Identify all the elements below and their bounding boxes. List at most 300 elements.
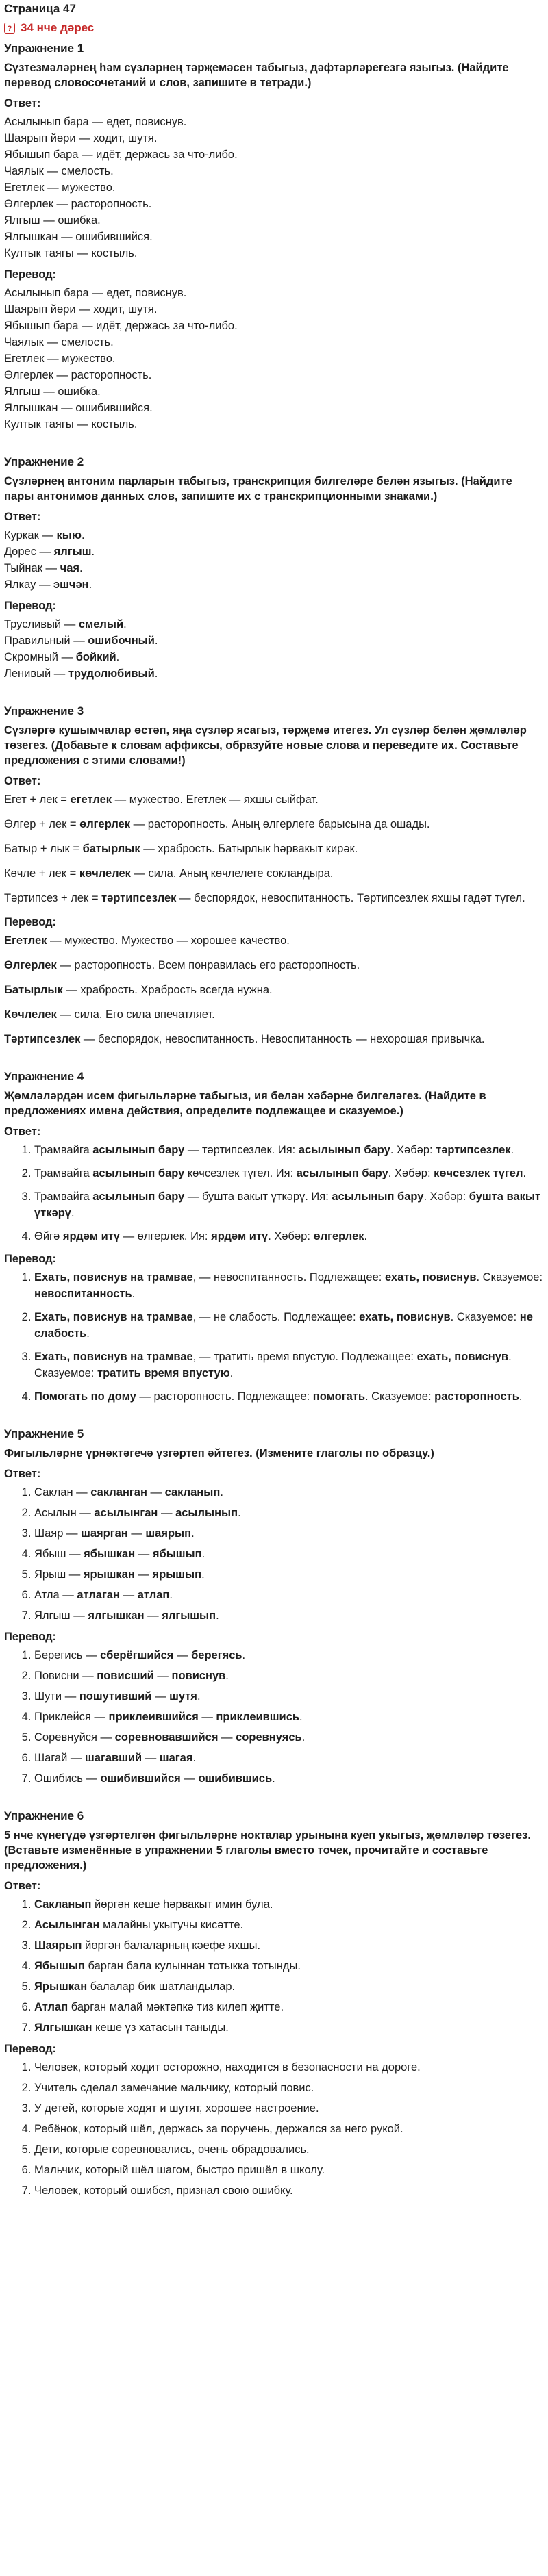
- item-text: Атла —: [34, 1589, 77, 1601]
- answer-list: [4, 1896, 544, 2036]
- list-item: [34, 1269, 544, 1302]
- answer-label: Ответ:: [4, 97, 41, 110]
- item-text: —: [120, 1589, 138, 1601]
- list-item: [34, 1587, 544, 1603]
- line-text: .: [88, 578, 92, 591]
- answer-paragraphs: [4, 791, 544, 906]
- item-text: .: [71, 1207, 75, 1219]
- translation-line: Асылынып бара — едет, повиснув.: [4, 287, 187, 299]
- item-text: .: [197, 1690, 201, 1703]
- line-text: Ялкау —: [4, 578, 54, 591]
- para-bold: егетлек: [70, 793, 112, 806]
- item-bold: приклеившись: [216, 1711, 300, 1723]
- item-bold: өлгерлек: [313, 1230, 364, 1242]
- para-text: — расторопность. Аның өлгерлеге барысына да ошады.: [130, 818, 430, 830]
- item-text: барган бала кулыннан тотыкка тотынды.: [84, 1960, 301, 1972]
- translation-item: 1. Человек, который ходит осторожно, находится в безопасности на дороге.: [34, 2059, 544, 2076]
- item-bold: Сакланып: [34, 1898, 92, 1911]
- line-text: .: [81, 529, 85, 541]
- item-bold: көчсезлек түгел: [434, 1167, 523, 1179]
- list-item: [34, 1228, 544, 1245]
- item-text: —: [135, 1548, 153, 1560]
- item-bold: Ялгышкан: [34, 2022, 92, 2034]
- item-text: —: [198, 1711, 216, 1723]
- exercise-task: Сүзләрнең антоним парларын табыгыз, транскрипция билгеләре белән языгыз. (Найдите пары антонимов данных слов, запишите их с транскрипционными знаками.): [4, 475, 512, 502]
- list-item: [34, 1566, 544, 1583]
- translation-paragraph: [4, 1006, 544, 1023]
- answer-line: Ябышып бара — идёт, держась за что-либо.: [4, 149, 238, 161]
- list-item: [34, 1668, 544, 1684]
- lesson-link[interactable]: [4, 21, 544, 36]
- item-text: . Сказуемое:: [34, 1351, 512, 1379]
- item-text: йөргән балаларның кәефе яхшы.: [82, 1939, 261, 1952]
- list-item: [34, 1546, 544, 1562]
- line-text: .: [154, 635, 158, 647]
- item-bold: повисший: [97, 1670, 154, 1682]
- line-bold: чая: [60, 562, 79, 574]
- item-text: . Сказуемое:: [450, 1311, 520, 1323]
- item-text: .: [299, 1711, 303, 1723]
- answer-line: [4, 576, 544, 593]
- item-bold: асылынып бару: [92, 1167, 185, 1179]
- item-text: . Хәбәр:: [268, 1230, 314, 1242]
- line-bold: трудолюбивый: [68, 667, 155, 680]
- item-text: —: [144, 1609, 162, 1622]
- answer-paragraph: [4, 791, 544, 808]
- item-text: Ялгыш —: [34, 1609, 88, 1622]
- translation-line: Шаярып йөри — ходит, шутя.: [4, 303, 158, 316]
- line-text: .: [116, 651, 120, 663]
- exercise-title: Упражнение 2: [4, 455, 84, 468]
- translation-label: Перевод:: [4, 600, 57, 612]
- item-text: —: [134, 1568, 153, 1581]
- list-item: [34, 1937, 544, 1954]
- exercise-title: Упражнение 1: [4, 42, 84, 55]
- translation-line: Ялгышкан — ошибившийся.: [4, 402, 153, 414]
- item-text: .: [519, 1390, 523, 1403]
- book-icon: [4, 23, 15, 34]
- translation-line: Ябышып бара — идёт, держась за что-либо.: [4, 320, 238, 332]
- answer-lines: [4, 114, 544, 262]
- list-item: [34, 1349, 544, 1381]
- translation-label: Перевод:: [4, 916, 57, 928]
- para-bold: Егетлек: [4, 934, 47, 947]
- line-text: .: [91, 546, 95, 558]
- item-text: .: [242, 1649, 246, 1661]
- line-bold: ялгыш: [53, 546, 92, 558]
- answer-line: Өлгерлек — расторопность.: [4, 198, 152, 210]
- answer-label: Ответ:: [4, 511, 41, 523]
- item-text: малайны укытучы кисәтте.: [99, 1919, 244, 1931]
- item-text: — расторопность. Подлежащее:: [136, 1390, 313, 1403]
- item-bold: берегясь: [191, 1649, 242, 1661]
- item-text: Өйгә: [34, 1230, 63, 1242]
- translation-item: 3. У детей, которые ходят и шутят, хорошее настроение.: [34, 2100, 544, 2117]
- line-bold: бойкий: [75, 651, 116, 663]
- list-item: [34, 1188, 544, 1221]
- item-bold: пошутивший: [79, 1690, 152, 1703]
- item-text: барган малай мәктәпкә тиз килеп җитте.: [68, 2001, 284, 2013]
- para-text: Тәртипсез + лек =: [4, 892, 102, 904]
- item-bold: ярышып: [152, 1568, 202, 1581]
- item-text: —: [218, 1731, 236, 1744]
- item-bold: не слабость: [34, 1311, 533, 1340]
- item-text: Асылын —: [34, 1507, 95, 1519]
- item-text: Трамвайга: [34, 1190, 93, 1203]
- translation-lines: [4, 616, 544, 682]
- item-bold: ярдәм итү: [62, 1230, 120, 1242]
- item-bold: асылынып бару: [296, 1167, 388, 1179]
- item-text: — бушта вакыт үткәрү. Ия:: [184, 1190, 332, 1203]
- list-item: [34, 1484, 544, 1501]
- item-text: .: [201, 1548, 206, 1560]
- list-item: [34, 1505, 544, 1521]
- list-item: [34, 1607, 544, 1624]
- item-bold: соревнуясь: [236, 1731, 302, 1744]
- translation-line: Чаялык — смелость.: [4, 336, 114, 348]
- item-text: . Хәбәр:: [388, 1167, 434, 1179]
- translation-paragraph: [4, 982, 544, 998]
- translation-line: [4, 633, 544, 649]
- list-item: [34, 1709, 544, 1725]
- answer-paragraph: [4, 865, 544, 882]
- item-text: , — не слабость. Подлежащее:: [192, 1311, 360, 1323]
- item-text: .: [523, 1167, 527, 1179]
- answer-line: [4, 560, 544, 576]
- item-bold: ярышкан: [83, 1568, 135, 1581]
- translation-list: [4, 1269, 544, 1405]
- item-text: Ярыш —: [34, 1568, 84, 1581]
- item-text: . Сказуемое:: [476, 1271, 543, 1284]
- item-text: .: [301, 1731, 306, 1744]
- item-text: —: [147, 1486, 165, 1499]
- page-title: Страница 47: [4, 2, 76, 15]
- item-text: Трамвайга: [34, 1144, 93, 1156]
- list-item: [34, 1896, 544, 1913]
- list-item: [34, 1165, 544, 1182]
- item-bold: сберёгшийся: [100, 1649, 174, 1661]
- para-bold: көчлелек: [79, 867, 131, 880]
- answer-line: [4, 527, 544, 544]
- answer-label: Ответ:: [4, 1880, 41, 1892]
- item-text: Повисни —: [34, 1670, 97, 1682]
- para-bold: батырлык: [82, 843, 140, 855]
- exercise-task: Сүзләргә кушымчалар өстәп, яңа сүзләр ясагыз, тәрҗемә итегез. Ул сүзләр белән җөмләләр төзегез. (Добавьте к словам аффиксы, образуйте новые слова и переведите их. Составьте предложения с этими словами!): [4, 724, 527, 767]
- list-item: [34, 1958, 544, 1974]
- item-bold: шаярып: [145, 1527, 192, 1540]
- para-text: — расторопность. Всем понравилась его расторопность.: [56, 959, 360, 971]
- exercise-title: Упражнение 3: [4, 704, 84, 717]
- exercise-2: [4, 455, 544, 682]
- item-text: .: [220, 1486, 223, 1499]
- item-bold: сакланып: [164, 1486, 221, 1499]
- item-bold: Ехать, повиснув на трамвае: [34, 1271, 193, 1284]
- item-text: , — тратить время впустую. Подлежащее:: [192, 1351, 417, 1363]
- para-bold: өлгерлек: [79, 818, 131, 830]
- exercise-5: [4, 1427, 544, 1787]
- answer-line: Егетлек — мужество.: [4, 181, 116, 194]
- translation-line: [4, 649, 544, 665]
- item-text: Приклейся —: [34, 1711, 109, 1723]
- answer-label: Ответ:: [4, 775, 41, 787]
- item-bold: шаярган: [81, 1527, 128, 1540]
- list-item: [34, 1142, 544, 1158]
- translation-item: 7. Человек, который ошибся, признал свою ошибку.: [34, 2182, 544, 2199]
- item-bold: ехать, повиснув: [359, 1311, 451, 1323]
- translation-line: Култык таягы — костыль.: [4, 418, 138, 431]
- answer-line: Ялгыш — ошибка.: [4, 214, 101, 227]
- answer-label: Ответ:: [4, 1468, 41, 1480]
- para-bold: Өлгерлек: [4, 959, 57, 971]
- exercise-3: [4, 704, 544, 1047]
- item-bold: асылынган: [94, 1507, 158, 1519]
- item-bold: ярдәм итү: [211, 1230, 269, 1242]
- item-text: —: [142, 1752, 160, 1764]
- para-text: — храбрость. Храбрость всегда нужна.: [62, 984, 273, 996]
- item-bold: Помогать по дому: [34, 1390, 136, 1403]
- line-text: Дөрес —: [4, 546, 54, 558]
- para-text: — мужество. Мужество — хорошее качество.: [47, 934, 290, 947]
- line-text: Тыйнак —: [4, 562, 60, 574]
- item-text: .: [272, 1772, 275, 1785]
- para-text: — сила. Аның көчлелеге сокландыра.: [130, 867, 334, 880]
- list-item: [34, 1647, 544, 1663]
- item-bold: асылынып бару: [332, 1190, 424, 1203]
- item-text: көчсезлек түгел. Ия:: [184, 1167, 297, 1179]
- answer-paragraph: [4, 841, 544, 857]
- item-text: — тәртипсезлек. Ия:: [184, 1144, 299, 1156]
- answer-lines: [4, 527, 544, 593]
- list-item: [34, 1770, 544, 1787]
- answer-line: Чаялык — смелость.: [4, 165, 114, 177]
- line-text: Скромный —: [4, 651, 76, 663]
- answer-line: Асылынып бара — едет, повиснув.: [4, 116, 187, 128]
- item-bold: расторопность: [434, 1390, 519, 1403]
- item-bold: ябышкан: [84, 1548, 136, 1560]
- list-item: [34, 1388, 544, 1405]
- item-text: , — невоспитанность. Подлежащее:: [192, 1271, 385, 1284]
- item-bold: ошибившись: [198, 1772, 273, 1785]
- para-bold: Көчлелек: [4, 1008, 57, 1021]
- item-text: йөргән кеше һәрвакыт имин була.: [91, 1898, 273, 1911]
- item-bold: Асылынган: [34, 1919, 100, 1931]
- item-text: .: [191, 1527, 195, 1540]
- item-bold: Ябышып: [34, 1960, 85, 1972]
- item-text: .: [132, 1288, 136, 1300]
- exercise-task: Җөмләләрдән исем фигыльләрне табыгыз, ия белән хәбәрне билгеләгез. (Найдите в предложениях имена действия, определите подлежащее и сказуемое.): [4, 1090, 486, 1117]
- answer-paragraph: [4, 816, 544, 832]
- item-bold: невоспитанность: [34, 1288, 132, 1300]
- item-text: балалар бик шатландылар.: [87, 1980, 236, 1993]
- para-text: — сила. Его сила впечатляет.: [56, 1008, 215, 1021]
- translation-item: 4. Ребёнок, который шёл, держась за поручень, держался за него рукой.: [34, 2121, 544, 2137]
- item-bold: сакланган: [90, 1486, 147, 1499]
- item-text: —: [127, 1527, 146, 1540]
- para-text: — беспорядок, невоспитанность. Невоспитанность — нехорошая привычка.: [80, 1033, 485, 1045]
- item-bold: повиснув: [171, 1670, 226, 1682]
- line-bold: кыю: [56, 529, 82, 541]
- line-text: .: [123, 618, 127, 630]
- item-text: Саклан —: [34, 1486, 91, 1499]
- para-text: Өлгер + лек =: [4, 818, 80, 830]
- exercise-task: Сүзтезмәләрнең һәм сүзләрнең тәрҗемәсен табыгыз, дәфтәрләрегезгә языгыз. (Найдите перевод словосочетаний и слов, запишите в тетради.): [4, 62, 509, 89]
- item-bold: атлаган: [77, 1589, 121, 1601]
- answer-paragraph: [4, 890, 544, 906]
- line-text: .: [154, 667, 158, 680]
- list-item: [34, 1688, 544, 1705]
- exercise-title: Упражнение 6: [4, 1809, 84, 1822]
- item-bold: приклеившийся: [108, 1711, 199, 1723]
- exercise-1: [4, 41, 544, 433]
- item-bold: тәртипсезлек: [436, 1144, 511, 1156]
- line-text: Трусливый —: [4, 618, 79, 630]
- list-item: [34, 2019, 544, 2036]
- item-text: —: [151, 1690, 170, 1703]
- item-bold: ябышып: [152, 1548, 202, 1560]
- translation-item: 5. Дети, которые соревновались, очень обрадовались.: [34, 2141, 544, 2158]
- line-text: .: [79, 562, 83, 574]
- item-bold: атлап: [137, 1589, 170, 1601]
- translation-list: [4, 1647, 544, 1787]
- exercise-title: Упражнение 4: [4, 1070, 84, 1083]
- translation-paragraph: [4, 957, 544, 973]
- item-text: .: [510, 1144, 514, 1156]
- item-bold: помогать: [312, 1390, 365, 1403]
- item-text: .: [238, 1507, 241, 1519]
- item-text: —: [153, 1670, 172, 1682]
- item-text: .: [192, 1752, 197, 1764]
- item-text: .: [201, 1568, 205, 1581]
- item-text: Берегись —: [34, 1649, 101, 1661]
- para-text: — храбрость. Батырлык һәрвакыт кирәк.: [140, 843, 358, 855]
- answer-line: Култык таягы — костыль.: [4, 247, 138, 259]
- answer-list: [4, 1142, 544, 1245]
- lesson-link-label: 34 нче дәрес: [21, 21, 95, 34]
- list-item: [34, 1750, 544, 1766]
- exercise-task: 5 нче күнегүдә үзгәртелгән фигыльләрне нокталар урынына куеп укыгыз, җөмләләр төзегез. (Вставьте изменённые в упражнении 5 глаголы вместо точек, прочитайте и составьте предложения.): [4, 1829, 531, 1872]
- item-bold: асылынып бару: [92, 1144, 185, 1156]
- item-text: — өлгерлек. Ия:: [119, 1230, 212, 1242]
- line-bold: смелый: [78, 618, 124, 630]
- item-text: .: [364, 1230, 368, 1242]
- answer-line: Ялгышкан — ошибившийся.: [4, 231, 153, 243]
- item-bold: ялгышып: [162, 1609, 216, 1622]
- item-bold: Ярышкан: [34, 1980, 88, 1993]
- item-text: —: [180, 1772, 199, 1785]
- item-text: Шути —: [34, 1690, 79, 1703]
- translation-item: 6. Мальчик, который шёл шагом, быстро пришёл в школу.: [34, 2162, 544, 2178]
- item-bold: асылынып бару: [298, 1144, 390, 1156]
- item-bold: бушта вакыт үткәрү: [34, 1190, 541, 1219]
- para-text: — беспорядок, невоспитанность. Тәртипсезлек яхшы гадәт түгел.: [176, 892, 525, 904]
- item-bold: Шаярып: [34, 1939, 82, 1952]
- answer-line: [4, 544, 544, 560]
- answer-list: [4, 1484, 544, 1624]
- item-text: .: [229, 1367, 234, 1379]
- item-bold: шутя: [169, 1690, 197, 1703]
- item-bold: Атлап: [34, 2001, 68, 2013]
- item-text: Ябыш —: [34, 1548, 84, 1560]
- list-item: [34, 1917, 544, 1933]
- item-text: Шагай —: [34, 1752, 86, 1764]
- translation-line: [4, 665, 544, 682]
- item-text: —: [173, 1649, 192, 1661]
- item-bold: тратить время впустую: [97, 1367, 230, 1379]
- item-bold: шагая: [159, 1752, 193, 1764]
- item-bold: ялгышкан: [88, 1609, 145, 1622]
- translation-line: Ялгыш — ошибка.: [4, 385, 101, 398]
- list-item: [34, 1729, 544, 1746]
- translation-label: Перевод:: [4, 1631, 57, 1643]
- item-bold: шагавший: [85, 1752, 142, 1764]
- para-text: Көчле + лек =: [4, 867, 79, 880]
- translation-lines: [4, 285, 544, 433]
- translation-paragraph: [4, 1031, 544, 1047]
- item-bold: ошибившийся: [100, 1772, 181, 1785]
- translation-line: Егетлек — мужество.: [4, 353, 116, 365]
- item-text: . Хәбәр:: [390, 1144, 436, 1156]
- translation-label: Перевод:: [4, 268, 57, 281]
- answer-label: Ответ:: [4, 1125, 41, 1138]
- item-bold: ехать, повиснув: [416, 1351, 509, 1363]
- item-text: . Хәбәр:: [423, 1190, 469, 1203]
- item-text: .: [86, 1327, 90, 1340]
- para-bold: тәртипсезлек: [101, 892, 177, 904]
- line-bold: ошибочный: [88, 635, 155, 647]
- item-text: .: [225, 1670, 229, 1682]
- translation-line: Өлгерлек — расторопность.: [4, 369, 152, 381]
- list-item: [34, 1309, 544, 1342]
- answer-line: Шаярып йөри — ходит, шутя.: [4, 132, 158, 144]
- para-text: Егет + лек =: [4, 793, 71, 806]
- item-text: Шаяр —: [34, 1527, 82, 1540]
- translation-paragraph: [4, 932, 544, 949]
- translation-list: [4, 2059, 544, 2199]
- item-text: —: [158, 1507, 176, 1519]
- list-item: [34, 1525, 544, 1542]
- line-text: Ленивый —: [4, 667, 68, 680]
- line-text: Куркак —: [4, 529, 57, 541]
- item-text: . Сказуемое:: [364, 1390, 435, 1403]
- exercise-6: [4, 1809, 544, 2199]
- line-text: Правильный —: [4, 635, 88, 647]
- item-bold: соревновавшийся: [114, 1731, 219, 1744]
- line-bold: эшчән: [53, 578, 89, 591]
- item-text: .: [169, 1589, 173, 1601]
- translation-paragraphs: [4, 932, 544, 1047]
- translation-label: Перевод:: [4, 2043, 57, 2055]
- item-bold: Ехать, повиснув на трамвае: [34, 1311, 193, 1323]
- para-bold: Тәртипсезлек: [4, 1033, 81, 1045]
- item-text: Трамвайга: [34, 1167, 93, 1179]
- item-text: Ошибись —: [34, 1772, 101, 1785]
- para-bold: Батырлык: [4, 984, 63, 996]
- item-bold: ехать, повиснув: [384, 1271, 477, 1284]
- list-item: [34, 1978, 544, 1995]
- exercise-title: Упражнение 5: [4, 1427, 84, 1440]
- exercise-4: [4, 1069, 544, 1405]
- translation-label: Перевод:: [4, 1253, 57, 1265]
- translation-item: 2. Учитель сделал замечание мальчику, который повис.: [34, 2080, 544, 2096]
- item-text: кеше үз хатасын таныды.: [92, 2022, 229, 2034]
- list-item: [34, 1999, 544, 2015]
- translation-line: [4, 616, 544, 633]
- item-bold: асылынып бару: [92, 1190, 185, 1203]
- item-text: Соревнуйся —: [34, 1731, 115, 1744]
- exercise-task: Фигыльләрне үрнәктәгечә үзгәртеп әйтегез. (Измените глаголы по образцу.): [4, 1447, 434, 1459]
- item-text: .: [216, 1609, 219, 1622]
- para-text: — мужество. Егетлек — яхшы сыйфат.: [112, 793, 319, 806]
